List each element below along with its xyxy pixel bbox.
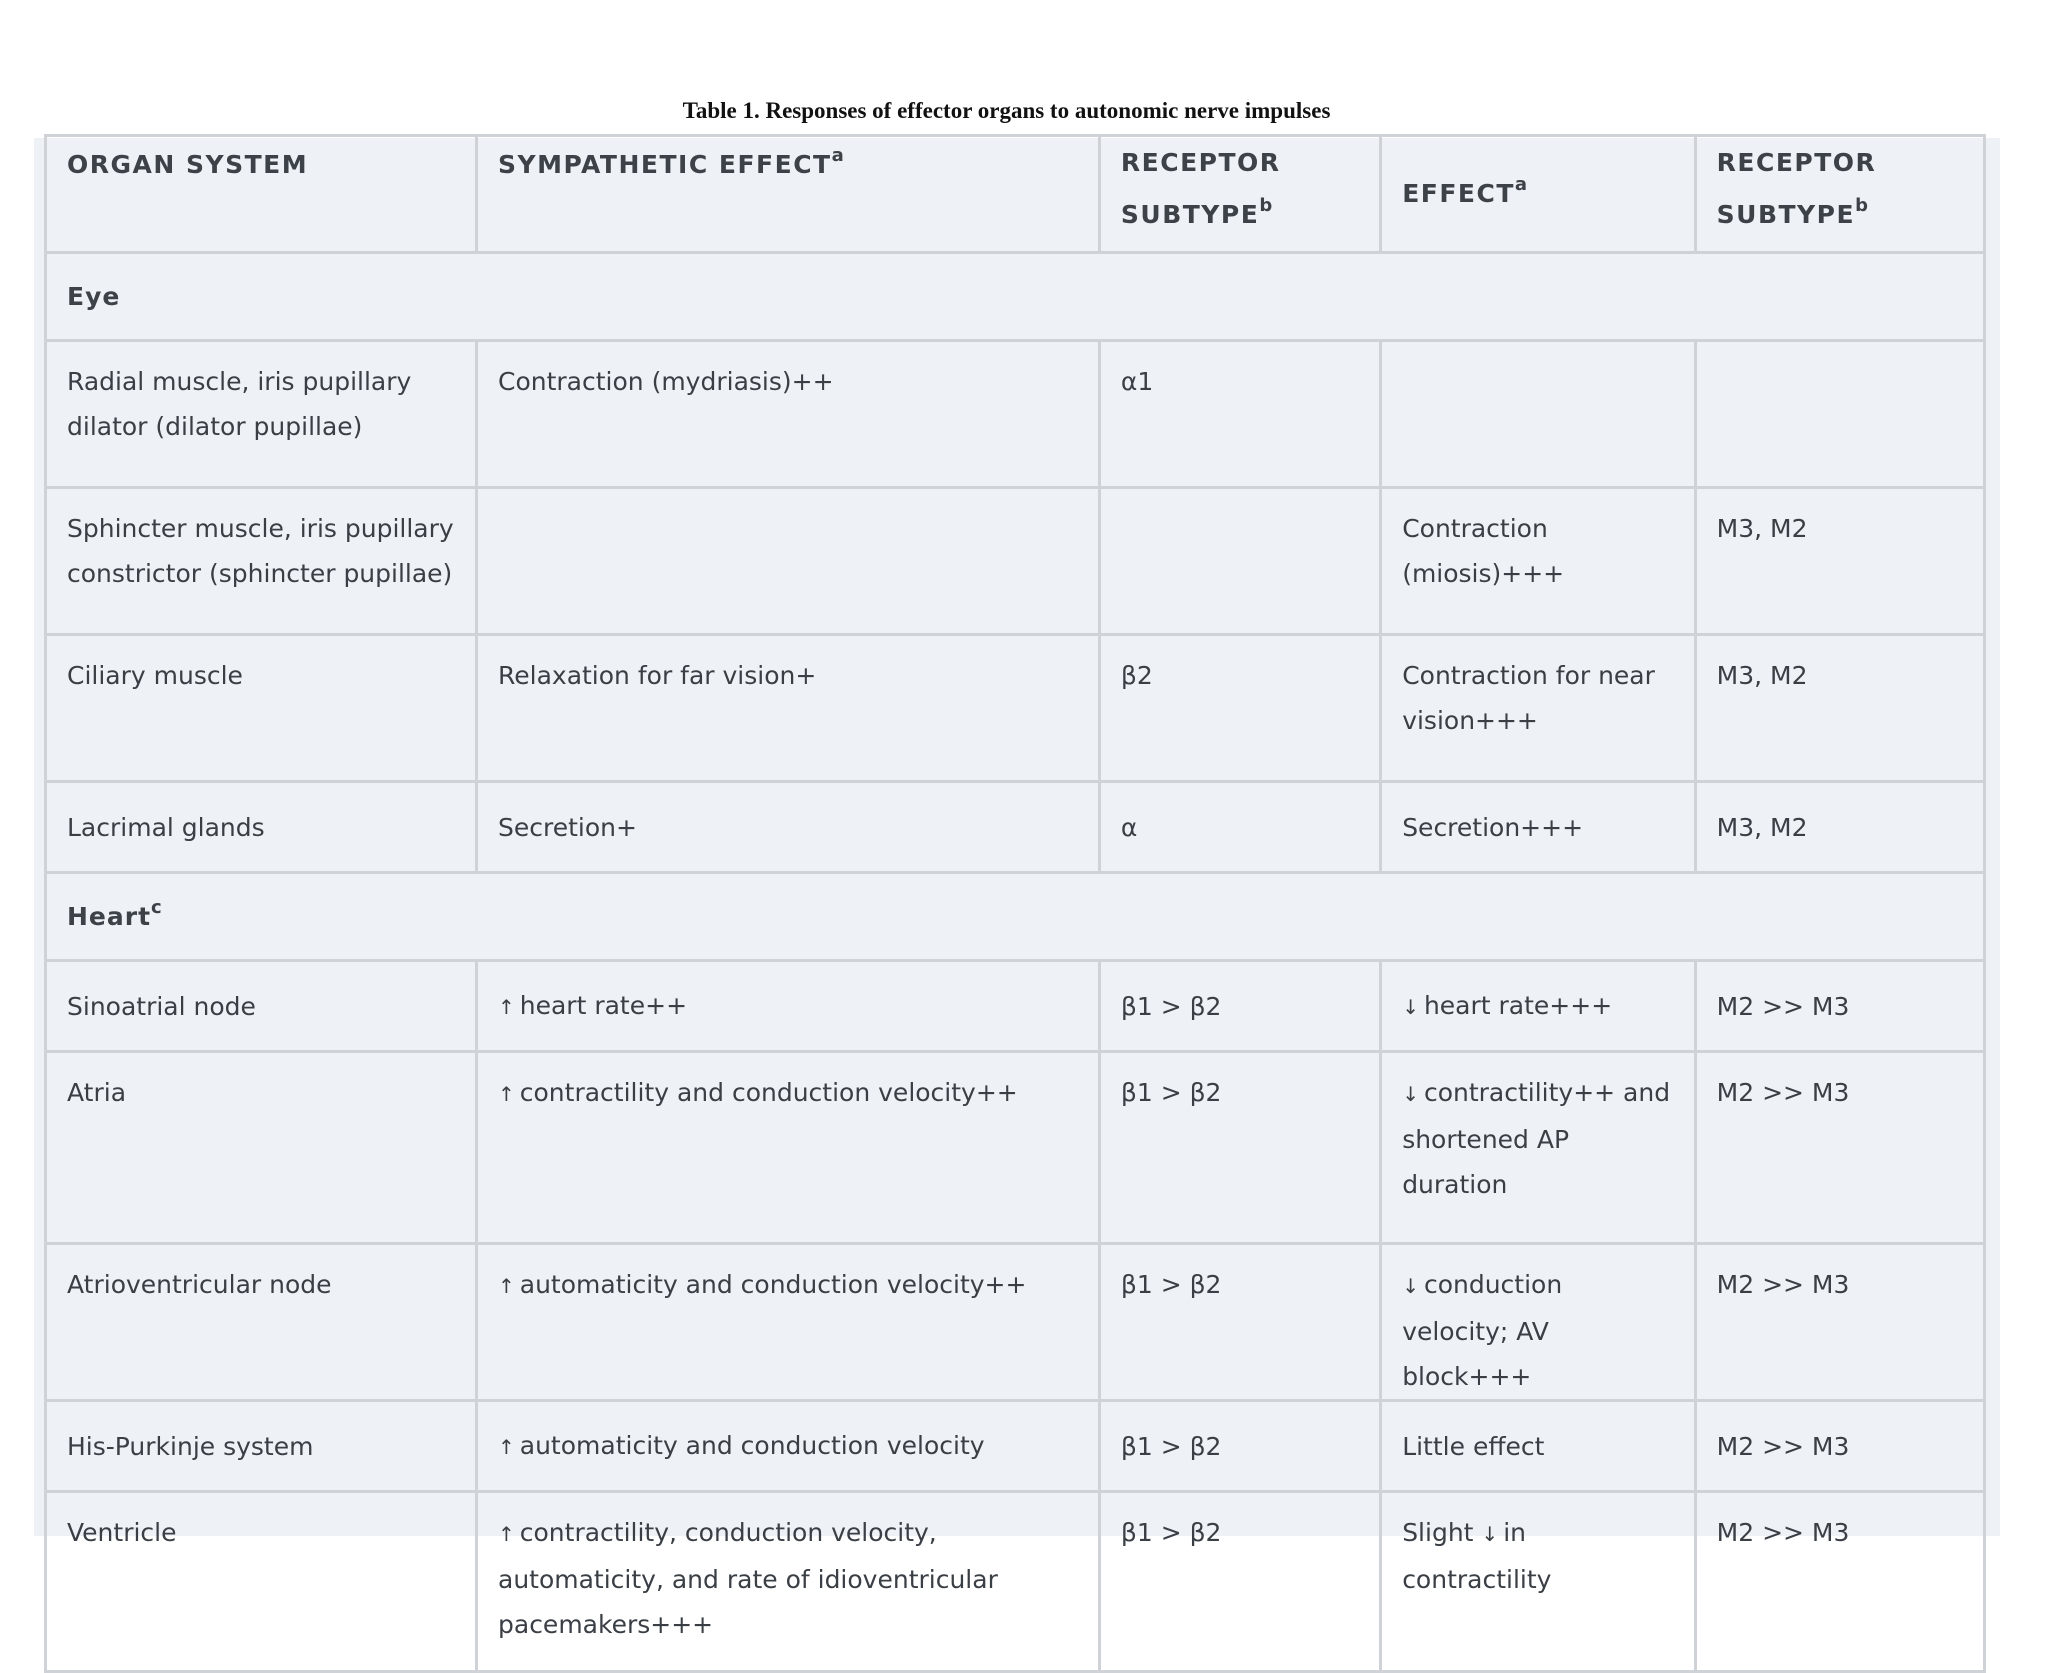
organ-cell: Sphincter muscle, iris pupillary constrictor (sphincter pupillae) — [46, 488, 477, 635]
sympathetic-effect-cell — [477, 488, 1100, 635]
table-row — [46, 961, 1985, 1052]
group-row-heart — [46, 873, 1985, 961]
footnote-marker: c — [151, 897, 162, 918]
header-receptor-subtype-parasympathetic: RECEPTOR SUBTYPE$^b$ — [1695, 136, 1984, 253]
effect-cell: Contraction (miosis)+++ — [1381, 488, 1695, 635]
receptor-cell: M3, M2 — [1695, 488, 1984, 635]
table-row — [46, 341, 1985, 488]
footnote-marker: a — [831, 145, 844, 166]
sympathetic-effect-cell: Relaxation for far vision+ — [477, 635, 1100, 782]
header-effect: EFFECT$^a$ — [1381, 136, 1695, 253]
organ-cell: Ventricle — [46, 1492, 477, 1672]
arrow-up-icon: ↑ — [498, 1274, 515, 1298]
sympathetic-receptor-cell — [1099, 488, 1380, 635]
effect-cell: Contraction for near vision+++ — [1381, 635, 1695, 782]
table-row — [46, 1052, 1985, 1244]
header-receptor-subtype-sympathetic: RECEPTOR SUBTYPE$^b$ — [1099, 136, 1380, 253]
receptor-cell: M3, M2 — [1695, 782, 1984, 873]
header-sympathetic-effect: SYMPATHETIC EFFECT$^a$ — [477, 136, 1100, 253]
organ-cell: Lacrimal glands — [46, 782, 477, 873]
sympathetic-receptor-cell: β1 > β2 — [1099, 1052, 1380, 1244]
table-row — [46, 782, 1985, 873]
sympathetic-effect-cell: ↑ automaticity and conduction velocity — [477, 1401, 1100, 1492]
effect-cell: ↓ heart rate+++ — [1381, 961, 1695, 1052]
organ-cell: Atrioventricular node — [46, 1244, 477, 1401]
receptor-cell: M3, M2 — [1695, 635, 1984, 782]
arrow-down-icon: ↓ — [1402, 1082, 1419, 1106]
group-label-eye: Eye — [46, 253, 1985, 341]
sympathetic-effect-cell: Secretion+ — [477, 782, 1100, 873]
sympathetic-receptor-cell: β2 — [1099, 635, 1380, 782]
sympathetic-receptor-cell: α — [1099, 782, 1380, 873]
sympathetic-receptor-cell: β1 > β2 — [1099, 1401, 1380, 1492]
header-row — [46, 136, 1985, 253]
effector-responses-table — [44, 134, 1986, 1673]
organ-cell: Sinoatrial node — [46, 961, 477, 1052]
receptor-cell: M2 >> M3 — [1695, 1244, 1984, 1401]
effect-cell: ↓ contractility++ and shortened AP duration — [1381, 1052, 1695, 1244]
arrow-up-icon: ↑ — [498, 1522, 515, 1546]
group-row-eye — [46, 253, 1985, 341]
organ-cell: Radial muscle, iris pupillary dilator (dilator pupillae) — [46, 341, 477, 488]
receptor-cell: M2 >> M3 — [1695, 961, 1984, 1052]
effect-cell — [1381, 341, 1695, 488]
arrow-up-icon: ↑ — [498, 994, 515, 1019]
effect-cell: ↓ conduction velocity; AV block+++ — [1381, 1244, 1695, 1401]
table-row — [46, 488, 1985, 635]
sympathetic-effect-cell: ↑ automaticity and conduction velocity++ — [477, 1244, 1100, 1401]
table-row — [46, 635, 1985, 782]
arrow-up-icon: ↑ — [498, 1082, 515, 1106]
arrow-down-icon: ↓ — [1402, 994, 1419, 1019]
sympathetic-effect-cell: ↑ heart rate++ — [477, 961, 1100, 1052]
sympathetic-receptor-cell: β1 > β2 — [1099, 961, 1380, 1052]
table-row — [46, 1492, 1985, 1672]
receptor-cell: M2 >> M3 — [1695, 1401, 1984, 1492]
sympathetic-receptor-cell: β1 > β2 — [1099, 1244, 1380, 1401]
header-organ-system: ORGAN SYSTEM — [46, 136, 477, 253]
sympathetic-effect-cell: Contraction (mydriasis)++ — [477, 341, 1100, 488]
sympathetic-effect-cell: ↑ contractility and conduction velocity++ — [477, 1052, 1100, 1244]
footnote-marker: b — [1259, 195, 1273, 216]
effect-cell: Slight ↓ in contractility — [1381, 1492, 1695, 1672]
receptor-cell: M2 >> M3 — [1695, 1492, 1984, 1672]
sympathetic-effect-cell: ↑ contractility, conduction velocity, automaticity, and rate of idioventricular pacemakers+++ — [477, 1492, 1100, 1672]
footnote-marker: b — [1855, 195, 1868, 216]
sympathetic-receptor-cell: α1 — [1099, 341, 1380, 488]
table-row — [46, 1244, 1985, 1401]
group-label-heart: Heart$^c$ — [46, 873, 1985, 961]
sympathetic-receptor-cell: β1 > β2 — [1099, 1492, 1380, 1672]
footnote-marker: a — [1514, 174, 1528, 195]
arrow-down-icon: ↓ — [1402, 1274, 1419, 1298]
organ-cell: His-Purkinje system — [46, 1401, 477, 1492]
table-panel — [34, 138, 2000, 1639]
table-caption: Table 1. Responses of effector organs to autonomic nerve impulses — [682, 98, 1331, 123]
effect-cell: Secretion+++ — [1381, 782, 1695, 873]
receptor-cell — [1695, 341, 1984, 488]
arrow-down-icon: ↓ — [1481, 1522, 1499, 1546]
effect-cell: Little effect — [1381, 1401, 1695, 1492]
table-row — [46, 1401, 1985, 1492]
receptor-cell: M2 >> M3 — [1695, 1052, 1984, 1244]
organ-cell: Ciliary muscle — [46, 635, 477, 782]
arrow-up-icon: ↑ — [498, 1434, 515, 1459]
organ-cell: Atria — [46, 1052, 477, 1244]
